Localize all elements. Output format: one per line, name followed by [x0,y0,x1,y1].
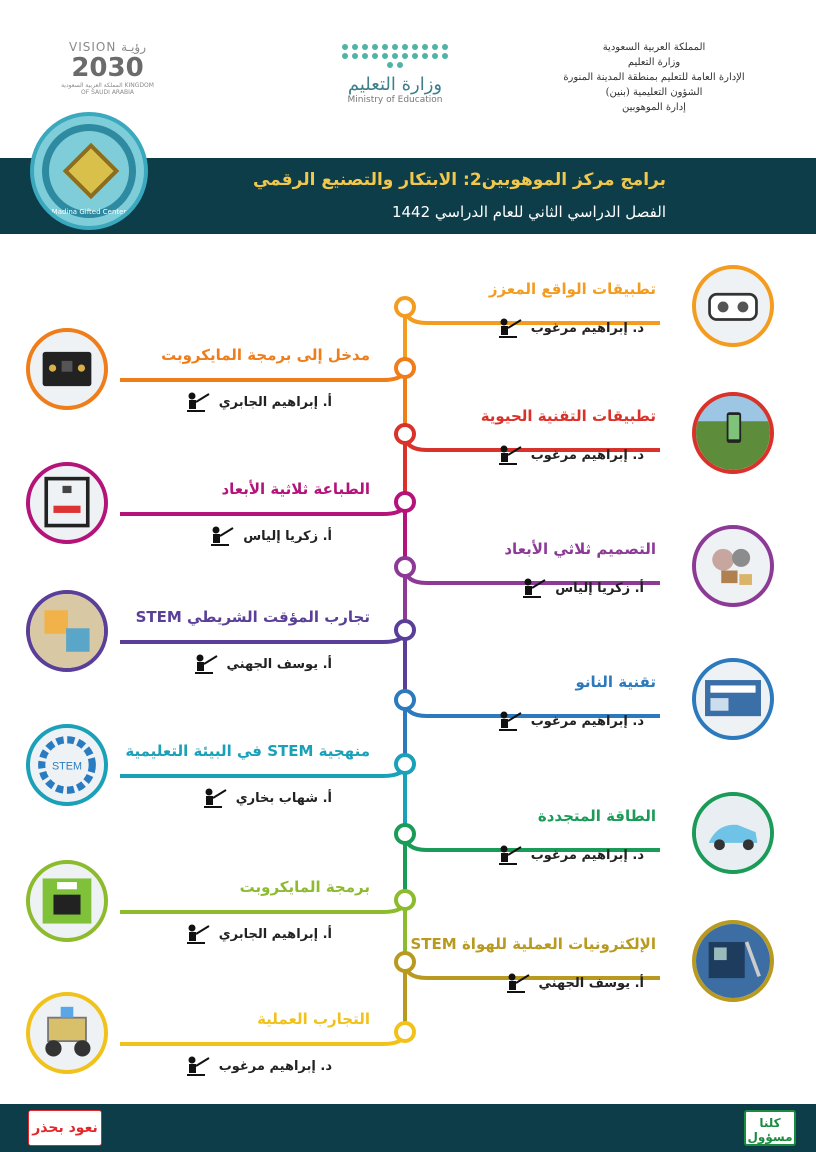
stem-gears-image [26,724,108,806]
branch-line [120,900,405,912]
timeline-node [396,891,414,909]
gov-line: الشؤون التعليمية (بنين) [605,87,703,98]
presenter-name: د. إبراهيم مرغوب [530,847,644,863]
footer-bar [0,1104,816,1152]
program-title: تجارب المؤقت الشريطي STEM [135,608,370,626]
center-logo-text: Madina Gifted Center [51,208,127,216]
program-title: الطباعة ثلاثية الأبعاد [221,480,370,498]
program-title: برمجة المايكروبت [239,878,370,896]
teacher-icon [193,653,219,675]
program-title: تطبيقات الواقع المعزز [488,280,656,298]
page-subtitle: الفصل الدراسي الثاني للعام الدراسي 1442 [391,203,666,221]
presenter-row [193,653,333,675]
timeline-node [396,825,414,843]
presenter-name: د. إبراهيم مرغوب [530,447,644,463]
gov-line: الإدارة العامة للتعليم بمنطقة المدينة المنورة [563,72,745,83]
3d-design-image [692,525,774,607]
page-title: برامج مركز الموهوبين2: الابتكار والتصنيع الرقمي [252,170,666,190]
teacher-icon [497,317,523,339]
presenter-row [209,525,332,547]
teacher-icon [209,525,235,547]
program-title: مدخل إلى برمجة المايكروبت [161,346,370,364]
timeline-node [396,558,414,576]
microbit-kit-image [26,860,108,942]
presenter-name: د. إبراهيم مرغوب [530,320,644,336]
program-title: الإلكترونيات العملية للهواة STEM [410,935,656,953]
presenter-name: أ. زكريا إلياس [243,528,332,544]
branch-line [120,1032,405,1044]
hydrogen-car-image [692,792,774,874]
presenter-row [497,444,644,466]
presenter-row [185,923,332,945]
program-title: التصميم ثلاثي الأبعاد [504,540,656,558]
presenter-name: أ. يوسف الجهني [538,975,644,991]
branch-line [120,502,405,514]
timeline-node [396,755,414,773]
3d-printer-image [26,462,108,544]
teacher-icon [185,923,211,945]
ministry-name-ar: وزارة التعليم [347,74,443,95]
presenter-row [185,1055,332,1077]
teacher-icon [497,844,523,866]
program-title: تقنية النانو [575,673,656,691]
microbit-board-image [26,328,108,410]
teacher-icon [497,710,523,732]
presenter-row [202,787,332,809]
teacher-icon [185,391,211,413]
branch-line [120,368,405,380]
presenter-row [497,710,644,732]
program-title: منهجية STEM في البيئة التعليمية [125,742,370,760]
branch-line [120,764,405,776]
program-title: الطاقة المتجددة [537,807,656,825]
footer-right-logo [744,1110,796,1146]
timeline-node [396,359,414,377]
farm-phone-image [692,392,774,474]
footer-left-logo: نعود بحذر [28,1110,102,1146]
robot-car-image [26,992,108,1074]
electronics-image [692,920,774,1002]
timeline-node [396,425,414,443]
teacher-icon [521,577,547,599]
teacher-icon [497,444,523,466]
timeline-node [396,298,414,316]
gov-line: وزارة التعليم [627,57,681,68]
timeline-node [396,691,414,709]
teacher-icon [505,972,531,994]
gov-line: إدارة الموهوبين [622,102,686,113]
presenter-row [521,577,644,599]
footer-right-logo-line2: مسؤول [747,1130,793,1144]
branch-line [120,630,405,642]
presenter-name: أ. شهاب بخاري [235,790,332,806]
presenter-name: د. إبراهيم مرغوب [218,1058,332,1074]
vision-kingdom: المملكة العربية السعودية KINGDOM OF SAUDI ARABIA [61,82,154,96]
program-title: التجارب العملية [257,1010,370,1028]
presenter-row [505,972,645,994]
presenter-row [497,317,644,339]
timeline-node [396,953,414,971]
presenter-row [497,844,644,866]
presenter-name: أ. إبراهيم الجابري [218,394,332,410]
vision-year: 2030 [71,53,144,83]
timeline-node [396,1023,414,1041]
timeline-node [396,493,414,511]
footer-right-logo-line1: كلنا [759,1116,781,1130]
vr-headset-image [692,265,774,347]
teacher-icon [185,1055,211,1077]
gov-line: المملكة العربية السعودية [602,42,706,53]
presenter-name: د. إبراهيم مرغوب [530,713,644,729]
presenter-name: أ. يوسف الجهني [226,656,332,672]
vision-label: VISION رؤيـة [68,40,147,54]
nano-kit-image [692,658,774,740]
presenter-name: أ. إبراهيم الجابري [218,926,332,942]
ministry-name-en: Ministry of Education [347,95,443,105]
svg-text:STEM: STEM [51,760,83,773]
stem-timer-image [26,590,108,672]
presenter-name: أ. زكريا إلياس [555,580,644,596]
program-title: تطبيقات التقنية الحيوية [480,407,656,425]
presenter-row [185,391,332,413]
teacher-icon [202,787,228,809]
timeline-node [396,621,414,639]
